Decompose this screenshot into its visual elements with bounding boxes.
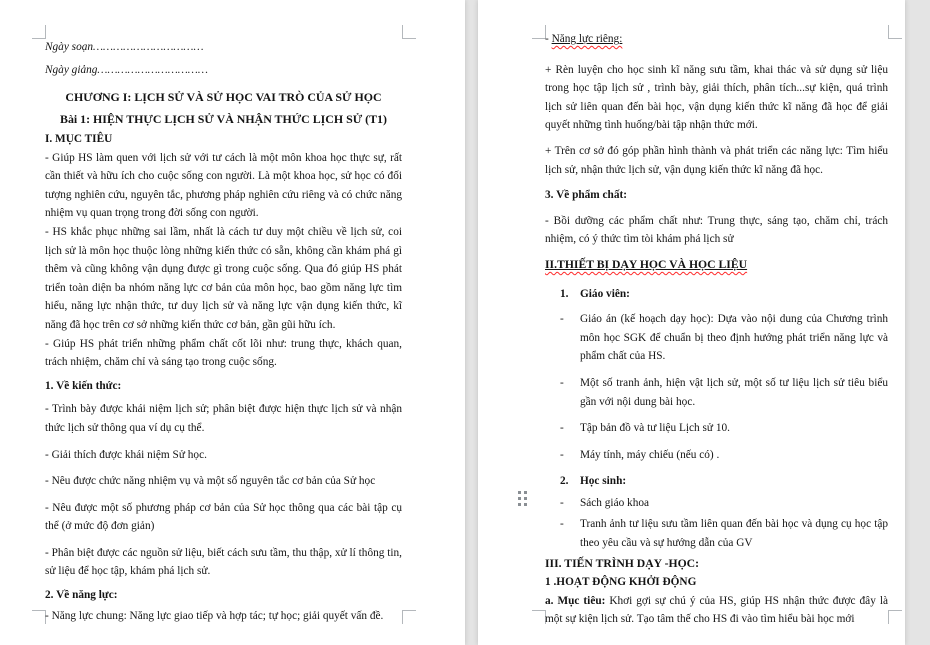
inline-bold-label: a. Mục tiêu: [545, 594, 606, 607]
list-dash: - [560, 376, 564, 389]
margin-corner-mark [888, 610, 902, 624]
margin-corner-mark [888, 25, 902, 39]
margin-corner-mark [402, 25, 416, 39]
spellchecked-underlined-text: II.THIẾT BỊ DẠY HỌC VÀ HỌC LIỆU [545, 257, 748, 271]
list-dash: - [560, 518, 564, 531]
paragraph[interactable]: - Giải thích được khái niệm Sử học. [45, 448, 207, 461]
page-1-content [45, 36, 402, 625]
numbered-item-giao-vien[interactable]: 1. Giáo viên: [545, 285, 888, 304]
paragraph[interactable]: - Phân biệt được các nguồn sử liệu, biết cách sưu tầm, thu thập, xử lí thông tin, sử liệu để học tập, khám phá lịch sử. [45, 546, 402, 578]
paragraph[interactable]: + Trên cơ sở đó góp phần hình thành và phát triển các năng lực: Tìm hiểu lịch sử, nhận thức lịch sử, vận dụng kiến thức kĩ năng đã học. [545, 144, 888, 176]
list-dash: - [560, 313, 564, 326]
spellchecked-underlined-text[interactable]: Năng lực riêng: [551, 33, 623, 45]
list-item[interactable]: - Giáo án (kế hoạch dạy học): Dựa vào nội dung của Chương trình môn học SGK để chuẩn bị theo định hướng phát triển năng lực và phẩm chất của HS. [545, 310, 888, 366]
margin-corner-mark [532, 25, 546, 39]
paragraph[interactable]: - Bồi dưỡng các phẩm chất như: Trung thực, sáng tạo, chăm chỉ, trách nhiệm, có ý thức tìm tòi khám phá lịch sử [545, 214, 888, 246]
page-2-content [545, 30, 888, 629]
paragraph[interactable]: - Năng lực chung: Năng lực giao tiếp và hợp tác; tự học; giải quyết vấn đề. [45, 609, 384, 622]
list-item[interactable]: - Một số tranh ảnh, hiện vật lịch sử, một số tư liệu lịch sử tiêu biểu gần với nội dung bài học. [545, 374, 888, 411]
subsection-heading-kien-thuc[interactable]: 1. Về kiến thức: [45, 379, 122, 392]
nang-luc-rieng-line[interactable] [545, 30, 888, 49]
date-soan-line[interactable]: Ngày soạn…………………………… [45, 41, 204, 53]
list-item[interactable]: - Tập bản đồ và tư liệu Lịch sử 10. [545, 419, 888, 438]
margin-corner-mark [532, 610, 546, 624]
section-heading-thiet-bi[interactable] [545, 256, 888, 275]
subsection-heading-pham-chat[interactable]: 3. Về phẩm chất: [545, 189, 628, 202]
list-dash: - [560, 422, 564, 435]
paragraph[interactable]: - Nêu được chức năng nhiệm vụ và một số nguyên tắc cơ bản của Sử học [45, 475, 376, 488]
list-number: 1. [560, 287, 569, 300]
list-number: 2. [560, 475, 569, 488]
list-dash: - [545, 33, 552, 45]
drag-handle-icon[interactable] [518, 491, 527, 506]
list-dash: - [560, 448, 564, 461]
section-heading-muc-tieu[interactable]: I. MỤC TIÊU [45, 133, 113, 145]
paragraph[interactable]: - Giúp HS phát triển những phẩm chất cốt lõi như: trung thực, khách quan, trách nhiệm, chăm chỉ và sáng tạo trong cuộc sống. [45, 337, 402, 369]
list-item[interactable]: - Máy tính, máy chiếu (nếu có) . [545, 446, 888, 465]
list-item[interactable]: - Sách giáo khoa [545, 494, 888, 513]
margin-corner-mark [32, 25, 46, 39]
heading-hoat-dong-khoi-dong[interactable]: 1 .HOẠT ĐỘNG KHỞI ĐỘNG [545, 576, 697, 589]
paragraph[interactable]: - Nêu được một số phương pháp cơ bản của Sử học thông qua các bài tập cụ thể (ở mức độ đơn giản) [45, 501, 402, 533]
lesson-title[interactable]: Bài 1: HIỆN THỰC LỊCH SỬ VÀ NHẬN THỨC LỊCH SỬ (T1) [60, 112, 387, 126]
section-heading-tien-trinh[interactable]: III. TIẾN TRÌNH DẠY -HỌC: [545, 556, 700, 570]
list-dash: - [560, 496, 564, 509]
chapter-title[interactable]: CHƯƠNG I: LỊCH SỬ VÀ SỬ HỌC VAI TRÒ CỦA SỬ HỌC [65, 90, 382, 104]
date-giang-line[interactable]: Ngày giảng…………………………… [45, 64, 208, 76]
paragraph[interactable]: + Rèn luyện cho học sinh kĩ năng sưu tầm, khai thác và sử dụng sử liệu trong học tập lịch sử , trình bày, giải thích, phân tích...sự kiện, quá trình lịch sử liên quan đến bài học, vận dụng kiến thức kĩ năng đã học để giải quyết những tình huống/bài tập nhận thức mới. [545, 63, 888, 132]
paragraph-muc-tieu[interactable]: a. Mục tiêu: Khơi gợi sự chú ý của HS, giúp HS nhận thức được đây là một sự kiện lịch sử. Tạo tâm thế cho HS đi vào tìm hiểu bài học mới [545, 594, 888, 626]
numbered-item-hoc-sinh[interactable]: 2. Học sinh: [545, 472, 888, 491]
margin-corner-mark [32, 610, 46, 624]
list-item[interactable]: - Tranh ảnh tư liệu sưu tầm liên quan đến bài học và dụng cụ học tập theo yêu cầu và sự hướng dẫn của GV [545, 515, 888, 552]
margin-corner-mark [402, 610, 416, 624]
subsection-heading-nang-luc[interactable]: 2. Về năng lực: [45, 589, 118, 602]
paragraph[interactable]: - HS khắc phục những sai lầm, nhất là cách tư duy một chiều về lịch sử, coi lịch sử là môn học thuộc lòng những kiến thức có sẵn, không cần khám phá gì thêm và cũng không vận dụng được gì trong cuộc sống. Qua đó giúp HS phát triển toàn diện ba nhóm năng lực cơ bản của môn học, bao gồm năng lực tìm hiểu, năng lực nhận thức, tư duy lịch sử và năng lực vận dụng kiến thức, kĩ năng đã học trên cơ sở những kiến thức cơ bản, gần gũi hữu ích. [45, 225, 402, 331]
paragraph[interactable]: - Trình bày được khái niệm lịch sử; phân biệt được hiện thực lịch sử và nhận thức lịch sử thông qua ví dụ cụ thể. [45, 403, 402, 434]
page-2[interactable] [478, 0, 905, 645]
paragraph[interactable]: - Giúp HS làm quen với lịch sử với tư cách là một môn khoa học thực sự, rất cần thiết và hữu ích cho cuộc sống con người. Là một khoa học, sử học có đối tượng nghiên cứu, nguyên tắc, phương pháp nghiên cứu riêng và có chức năng nhiệm vụ quan trọng trong đời sống con người. [45, 151, 402, 220]
